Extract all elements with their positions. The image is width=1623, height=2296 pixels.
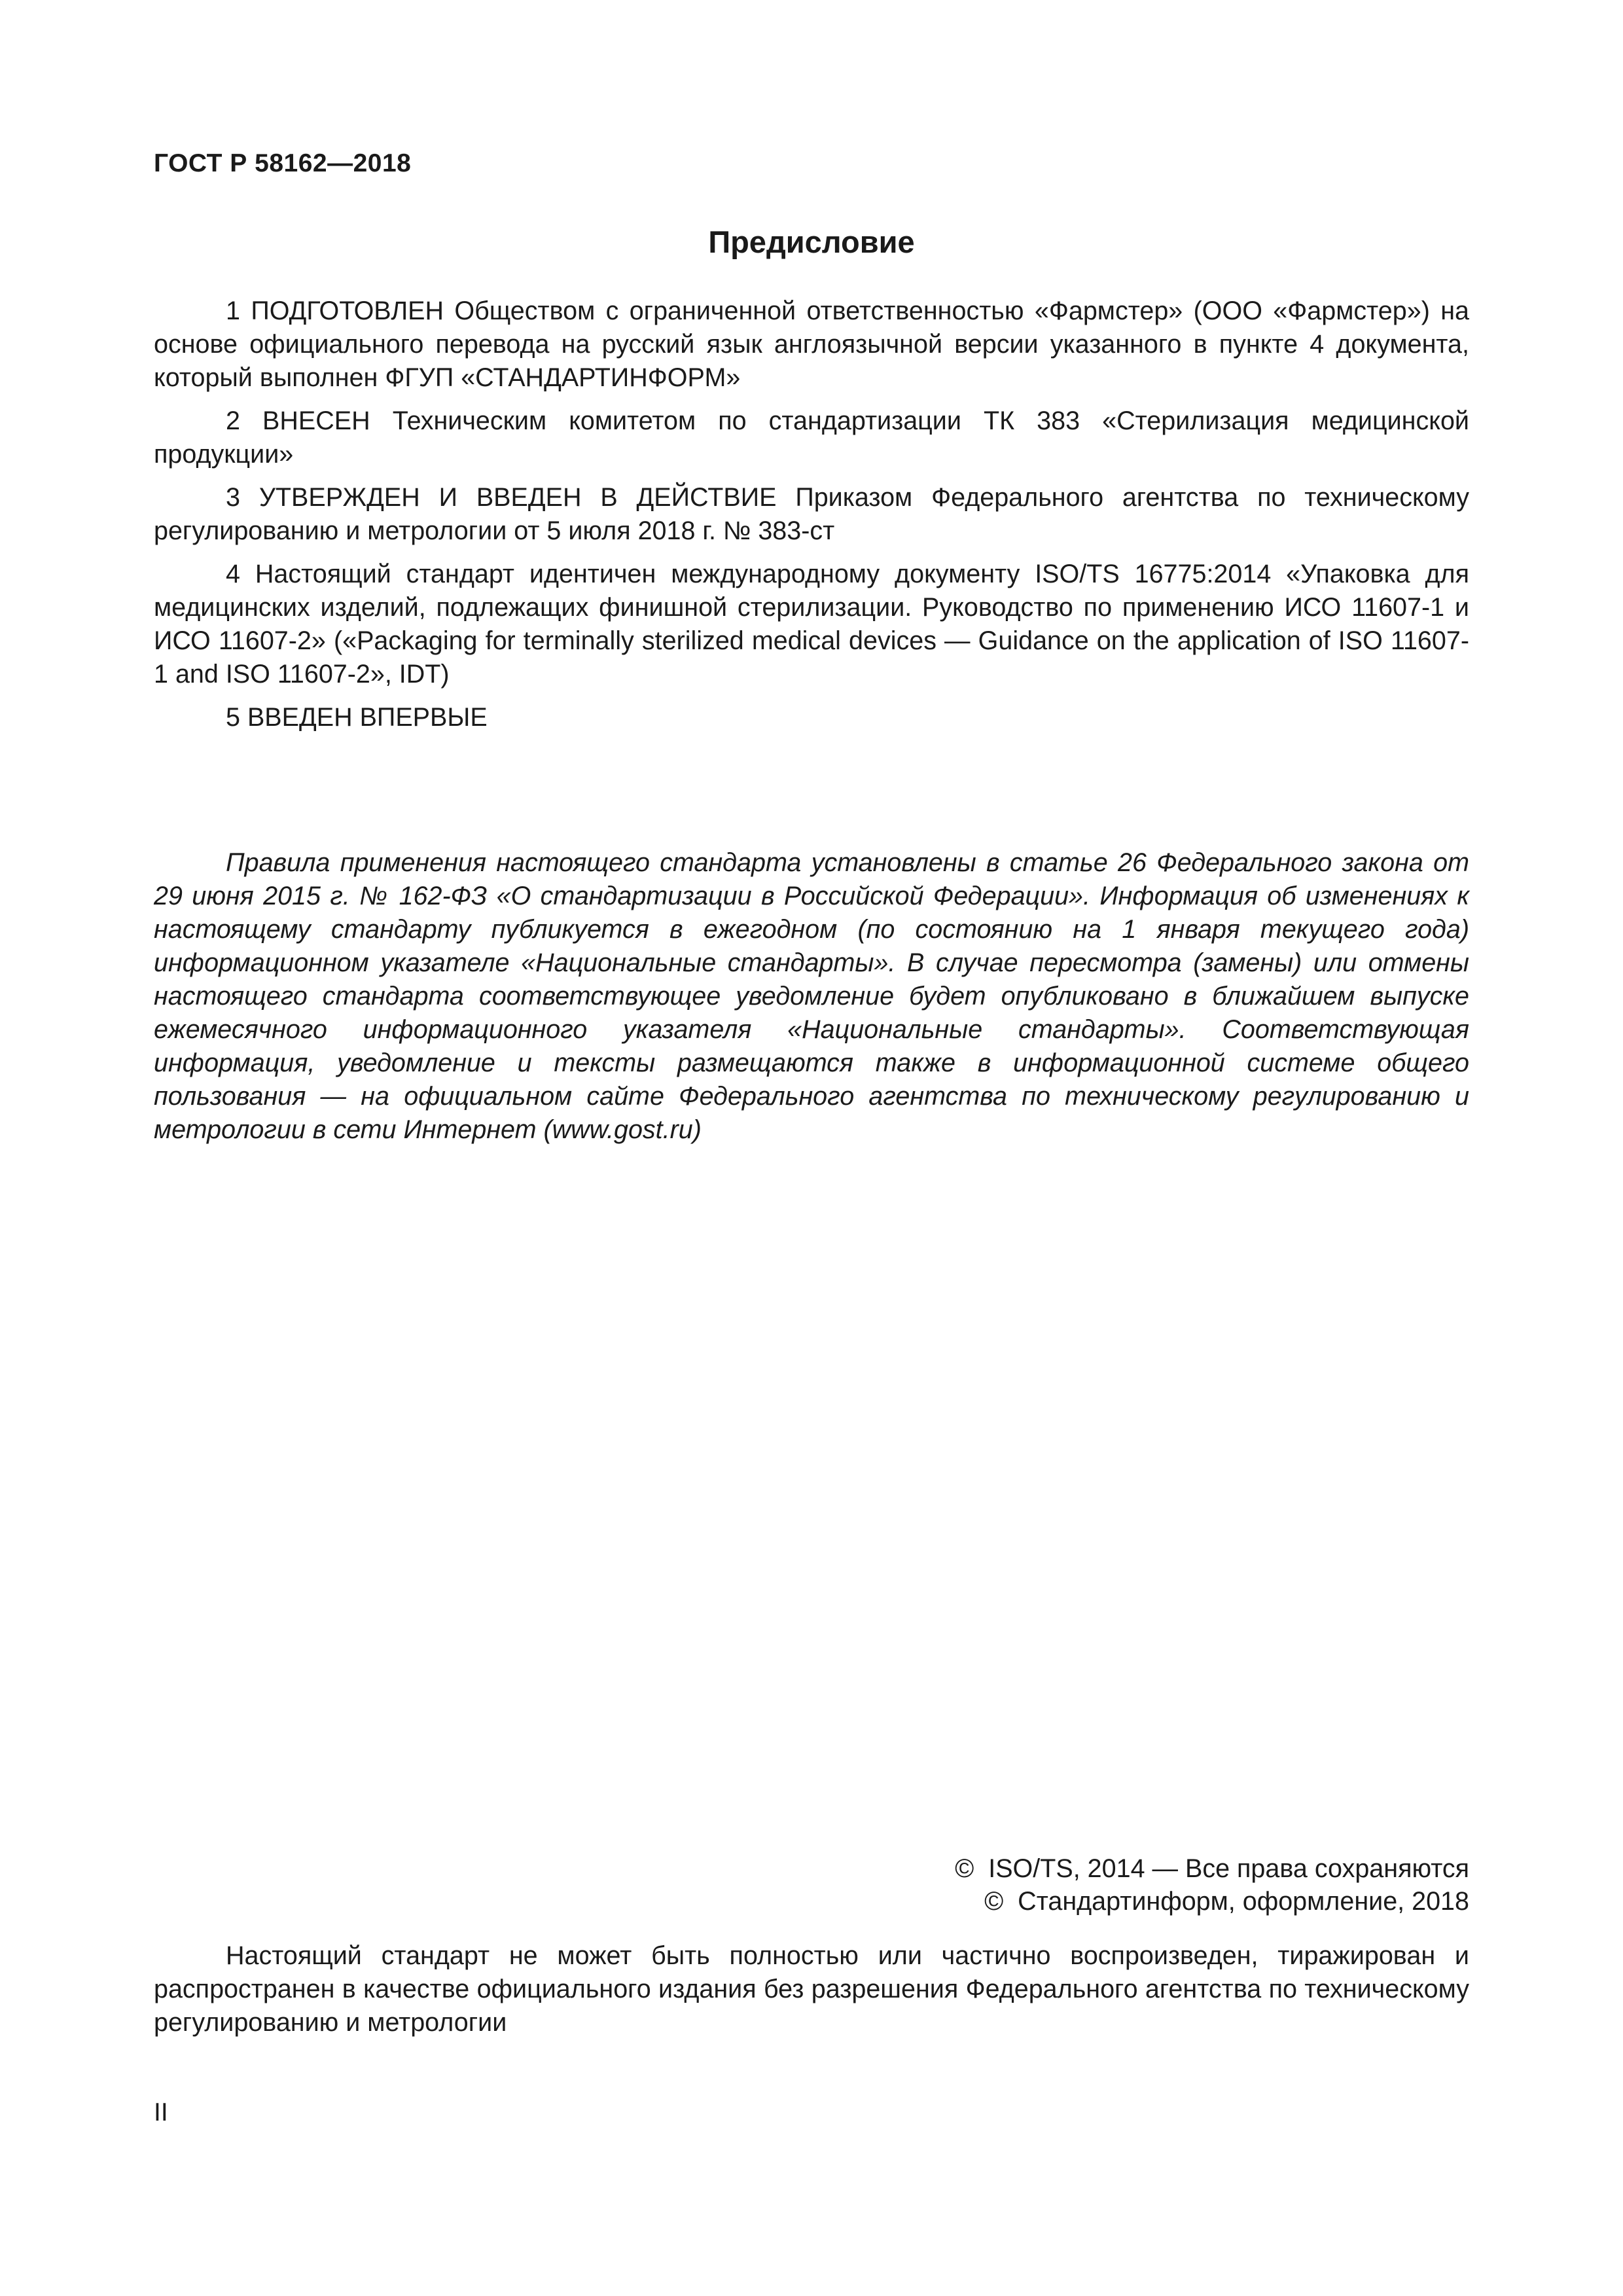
preface-item-1: 1 ПОДГОТОВЛЕН Обществом с ограниченной ответственностью «Фармстер» (ООО «Фармстер») на основе официального перевода на русский язык англоязычной версии указанного в пункте 4 документа, который выполнен ФГУП «СТАНДАРТИНФОРМ» [154, 296, 1469, 392]
page-number: II [154, 2098, 168, 2126]
page-title: Предисловие [708, 224, 915, 259]
reprint-notice [154, 1939, 1469, 2039]
copyright-block [955, 1852, 1469, 1918]
preface-item-4: 4 Настоящий стандарт идентичен международному документу ISO/TS 16775:2014 «Упаковка для медицинских изделий, подлежащих финишной стерилизации. Руководство по применению ИСО 11607-1 и ИСО 11607-2» («Packaging for terminally sterilized medical devices — Guidance on the application of ISO 11607-1 and ISO 11607-2», IDT) [154, 560, 1469, 689]
preface-list [154, 295, 1469, 744]
preface-item-2: 2 ВНЕСЕН Техническим комитетом по стандартизации ТК 383 «Стерилизация медицинской продукции» [154, 406, 1469, 469]
copyright-line-iso [955, 1852, 1469, 1885]
document-code: ГОСТ Р 58162—2018 [154, 149, 412, 177]
notice-text: Правила применения настоящего стандарта установлены в статье 26 Федерального закона от 29 июня 2015 г. № 162-ФЗ «О стандартизации в Российской Федерации». Информация об изменениях к настоящему стандарту публикуется в ежегодном (по состоянию на 1 января текущего года) информационном указателе «Национальные стандарты». В случае пересмотра (замены) или отмены настоящего стандарта соответствующее уведомление будет опубликовано в ближайшем выпуске ежемесячного информационного указателя «Национальные стандарты». Соответствующая информация, уведомление и тексты размещаются также в информационной системе общего пользования — на официальном сайте Федерального агентства по техническому регулированию и метрологии в сети Интернет (www.gost.ru) [154, 848, 1469, 1144]
copyright-symbol: © [984, 1887, 1004, 1916]
copyright-symbol: © [955, 1854, 974, 1883]
copyright-text: ISO/TS, 2014 — Все права сохраняются [988, 1854, 1469, 1883]
copyright-text: Стандартинформ, оформление, 2018 [1018, 1887, 1469, 1916]
preface-item-3: 3 УТВЕРЖДЕН И ВВЕДЕН В ДЕЙСТВИЕ Приказом Федерального агентства по техническому регулированию и метрологии от 5 июля 2018 г. № 383-ст [154, 483, 1469, 545]
copyright-line-standartinform [955, 1885, 1469, 1918]
standard-application-notice [154, 846, 1469, 1147]
preface-item-5: 5 ВВЕДЕН ВПЕРВЫЕ [226, 703, 488, 732]
reprint-notice-text: Настоящий стандарт не может быть полностью или частично воспроизведен, тиражирован и распространен в качестве официального издания без разрешения Федерального агентства по техническому регулированию и метрологии [154, 1941, 1469, 2037]
